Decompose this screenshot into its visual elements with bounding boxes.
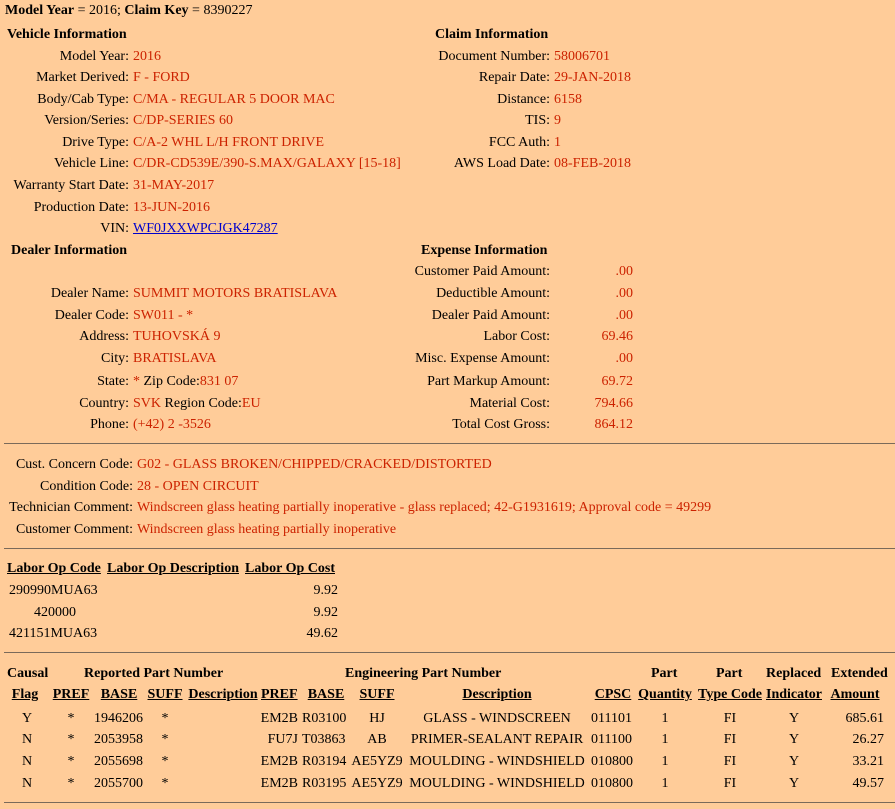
claim-field-label: TIS: (525, 113, 550, 128)
part-eng-pref: EM2B (260, 754, 298, 769)
dealer-field-value: SW011 - * (133, 308, 194, 323)
part-flag: Y (21, 711, 33, 726)
labor-header-cost: Labor Op Cost (245, 561, 335, 576)
expense-info-title: Expense Information (421, 243, 548, 258)
dealer-field-label: City: (100, 351, 129, 366)
vehicle-field-value: C/MA - REGULAR 5 DOOR MAC (133, 92, 335, 107)
part-extended-amount: 26.27 (852, 732, 884, 747)
claim-key-value: 8390227 (203, 3, 253, 18)
part-replaced-indicator: Y (788, 732, 800, 747)
part-eng-suff: AB (367, 732, 387, 747)
claim-info-title: Claim Information (435, 27, 549, 42)
part-eng-base: R03195 (302, 776, 347, 791)
phone-value: (+42) 2 -3526 (133, 417, 211, 432)
part-cpsc: 010800 (591, 754, 633, 769)
claim-field-label: FCC Auth: (488, 135, 550, 150)
claim-field-label: AWS Load Date: (453, 156, 550, 171)
parts-header: BASE (100, 687, 138, 702)
part-flag: N (21, 754, 33, 769)
part-reported-pref: * (67, 754, 75, 769)
expense-field-label: Misc. Expense Amount: (415, 351, 550, 366)
part-extended-amount: 33.21 (852, 754, 884, 769)
part-eng-base: R03194 (302, 754, 347, 769)
vehicle-field-label: Version/Series: (44, 113, 129, 128)
expense-field-value: 69.46 (601, 329, 633, 344)
part-cpsc: 011100 (591, 732, 632, 747)
labor-header-code: Labor Op Code (7, 561, 101, 576)
claim-field-value: 08-FEB-2018 (554, 156, 631, 171)
dealer-field-label: Dealer Code: (54, 308, 129, 323)
part-flag: N (21, 776, 33, 791)
labor-op-cost: 49.62 (306, 626, 338, 641)
part-eng-desc: MOULDING - WINDSHIELD (409, 754, 585, 769)
vehicle-field-value: C/A-2 WHL L/H FRONT DRIVE (133, 135, 325, 150)
expense-field-label: Labor Cost: (483, 329, 550, 344)
claim-field-label: Document Number: (438, 49, 550, 64)
parts-header: CPSC (594, 687, 632, 702)
parts-header: Flag (11, 687, 39, 702)
dealer-info-title: Dealer Information (11, 243, 127, 258)
comment-label: Condition Code: (40, 479, 133, 494)
comment-value: G02 - GLASS BROKEN/CHIPPED/CRACKED/DISTORTED (137, 457, 492, 472)
claim-field-value: 6158 (554, 92, 582, 107)
expense-field-label: Deductible Amount: (436, 286, 550, 301)
vehicle-field-value: 2016 (133, 49, 161, 64)
parts-group-engineering: Engineering Part Number (345, 666, 502, 681)
claim-field-label: Distance: (497, 92, 550, 107)
labor-op-code: 420000 (34, 605, 76, 620)
vehicle-field-label: Warranty Start Date: (13, 178, 129, 193)
part-reported-base: 1946206 (94, 711, 143, 726)
part-quantity: 1 (661, 711, 669, 726)
parts-header: SUFF (147, 687, 183, 702)
vin-link[interactable]: WF0JXXWPCJGK47287 (133, 221, 278, 236)
claim-field-value: 9 (554, 113, 561, 128)
region-value: EU (241, 396, 261, 411)
part-replaced-indicator: Y (788, 754, 800, 769)
vehicle-field-label: Production Date: (33, 200, 129, 215)
parts-header: Description (188, 687, 258, 702)
parts-header: BASE (307, 687, 345, 702)
expense-field-value: .00 (615, 308, 633, 323)
vehicle-field-value: 31-MAY-2017 (133, 178, 215, 193)
parts-header: PREF (261, 687, 298, 702)
expense-field-label: Customer Paid Amount: (414, 264, 550, 279)
part-eng-pref: EM2B (260, 776, 298, 791)
part-reported-suff: * (161, 711, 169, 726)
claim-key-label: Claim Key (124, 3, 189, 18)
expense-field-label: Dealer Paid Amount: (431, 308, 550, 323)
model-year-header-label: Model Year (5, 3, 75, 18)
claim-header: Model Year = 2016; Claim Key = 8390227 (5, 3, 253, 18)
part-extended-amount: 49.57 (852, 776, 884, 791)
expense-field-value: .00 (615, 264, 633, 279)
parts-group-extended: Extended (831, 666, 888, 681)
divider (4, 548, 895, 549)
comment-value: Windscreen glass heating partially inoperative - glass replaced; 42-G1931619; Approval code = 49299 (137, 500, 712, 515)
part-reported-base: 2053958 (94, 732, 143, 747)
parts-group-replaced: Replaced (766, 666, 822, 681)
part-eng-desc: MOULDING - WINDSHIELD (409, 776, 585, 791)
part-cpsc: 010800 (591, 776, 633, 791)
vehicle-field-label: Drive Type: (62, 135, 129, 150)
claim-field-value: 58006701 (554, 49, 610, 64)
labor-op-code: 421151MUA63 (9, 626, 98, 641)
parts-header: Description (462, 687, 532, 702)
comment-label: Technician Comment: (9, 500, 133, 515)
comment-label: Cust. Concern Code: (15, 457, 133, 472)
expense-field-value: 69.72 (601, 374, 633, 389)
claim-field-label: Repair Date: (478, 70, 550, 85)
phone-label: Phone: (90, 417, 129, 432)
part-cpsc: 011101 (591, 711, 632, 726)
divider (4, 802, 895, 803)
parts-group-reported: Reported Part Number (84, 666, 224, 681)
comment-value: 28 - OPEN CIRCUIT (137, 479, 259, 494)
comment-value: Windscreen glass heating partially inoperative (137, 522, 397, 537)
expense-field-label: Part Markup Amount: (427, 374, 550, 389)
vehicle-field-label: Vehicle Line: (53, 156, 129, 171)
dealer-field-label: Address: (79, 329, 129, 344)
vehicle-field-value: 13-JUN-2016 (133, 200, 210, 215)
parts-header: SUFF (359, 687, 395, 702)
zip-value: 831 07 (199, 374, 239, 389)
part-type-code: FI (723, 754, 737, 769)
expense-field-label: Total Cost Gross: (452, 417, 550, 432)
part-reported-pref: * (67, 711, 75, 726)
vehicle-field-value: C/DP-SERIES 60 (133, 113, 233, 128)
divider (4, 443, 895, 444)
part-type-code: FI (723, 776, 737, 791)
part-reported-suff: * (161, 732, 169, 747)
dealer-field-value: TUHOVSKÁ 9 (133, 329, 221, 344)
part-eng-base: T03863 (302, 732, 346, 747)
parts-header: Quantity (638, 687, 692, 702)
country-label: Country: (79, 396, 129, 411)
dealer-field-value: SUMMIT MOTORS BRATISLAVA (133, 286, 338, 301)
part-reported-pref: * (67, 776, 75, 791)
country-value: SVK (133, 396, 162, 411)
part-quantity: 1 (661, 732, 669, 747)
expense-field-label: Material Cost: (469, 396, 550, 411)
part-replaced-indicator: Y (788, 711, 800, 726)
part-eng-suff: AE5YZ9 (351, 754, 403, 769)
zip-label: Zip Code: (140, 374, 200, 389)
part-eng-suff: HJ (369, 711, 385, 726)
dealer-field-label: Dealer Name: (50, 286, 129, 301)
part-eng-desc: PRIMER-SEALANT REPAIR (410, 732, 584, 747)
state-label: State: (97, 374, 129, 389)
labor-op-cost: 9.92 (313, 605, 338, 620)
part-reported-base: 2055700 (94, 776, 143, 791)
expense-field-value: 864.12 (594, 417, 633, 432)
part-reported-pref: * (67, 732, 75, 747)
divider (4, 652, 895, 653)
part-reported-base: 2055698 (94, 754, 143, 769)
part-replaced-indicator: Y (788, 776, 800, 791)
part-reported-suff: * (161, 776, 169, 791)
vin-label: VIN: (100, 221, 129, 236)
part-eng-base: R03100 (302, 711, 347, 726)
expense-field-value: .00 (615, 286, 633, 301)
parts-header: PREF (52, 687, 90, 702)
state-value: * (133, 374, 140, 389)
comment-label: Customer Comment: (15, 522, 133, 537)
part-extended-amount: 685.61 (845, 711, 884, 726)
vehicle-field-label: Market Derived: (36, 70, 129, 85)
country-region-line (133, 395, 261, 412)
part-eng-pref: EM2B (260, 711, 298, 726)
parts-header: Type Code (698, 687, 762, 702)
part-quantity: 1 (661, 754, 669, 769)
parts-group-causal: Causal (7, 666, 49, 681)
parts-header: Indicator (766, 687, 822, 702)
vehicle-field-value: C/DR-CD539E/390-S.MAX/GALAXY [15-18] (133, 156, 401, 171)
part-reported-suff: * (161, 754, 169, 769)
vehicle-field-label: Body/Cab Type: (37, 92, 129, 107)
region-label: Region Code: (161, 396, 242, 411)
expense-field-value: .00 (615, 351, 633, 366)
vehicle-field-value: F - FORD (133, 70, 190, 85)
part-quantity: 1 (661, 776, 669, 791)
part-eng-pref: FU7J (267, 732, 298, 747)
parts-header: Amount (830, 687, 880, 702)
expense-field-value: 794.66 (594, 396, 633, 411)
part-type-code: FI (723, 732, 737, 747)
state-zip-line (133, 373, 238, 390)
parts-group-part-qty: Part (651, 666, 678, 681)
claim-field-value: 1 (554, 135, 561, 150)
part-eng-suff: AE5YZ9 (351, 776, 403, 791)
labor-op-cost: 9.92 (313, 583, 338, 598)
vehicle-field-label: Model Year: (59, 49, 129, 64)
claim-field-value: 29-JAN-2018 (554, 70, 631, 85)
part-flag: N (21, 732, 33, 747)
parts-group-part-type: Part (716, 666, 743, 681)
part-type-code: FI (723, 711, 737, 726)
part-eng-desc: GLASS - WINDSCREEN (423, 711, 571, 726)
labor-op-code: 290990MUA63 (9, 583, 98, 598)
model-year-header-value: 2016 (88, 3, 117, 18)
dealer-field-value: BRATISLAVA (133, 351, 217, 366)
labor-header-desc: Labor Op Description (107, 561, 239, 576)
vehicle-info-title: Vehicle Information (7, 27, 127, 42)
